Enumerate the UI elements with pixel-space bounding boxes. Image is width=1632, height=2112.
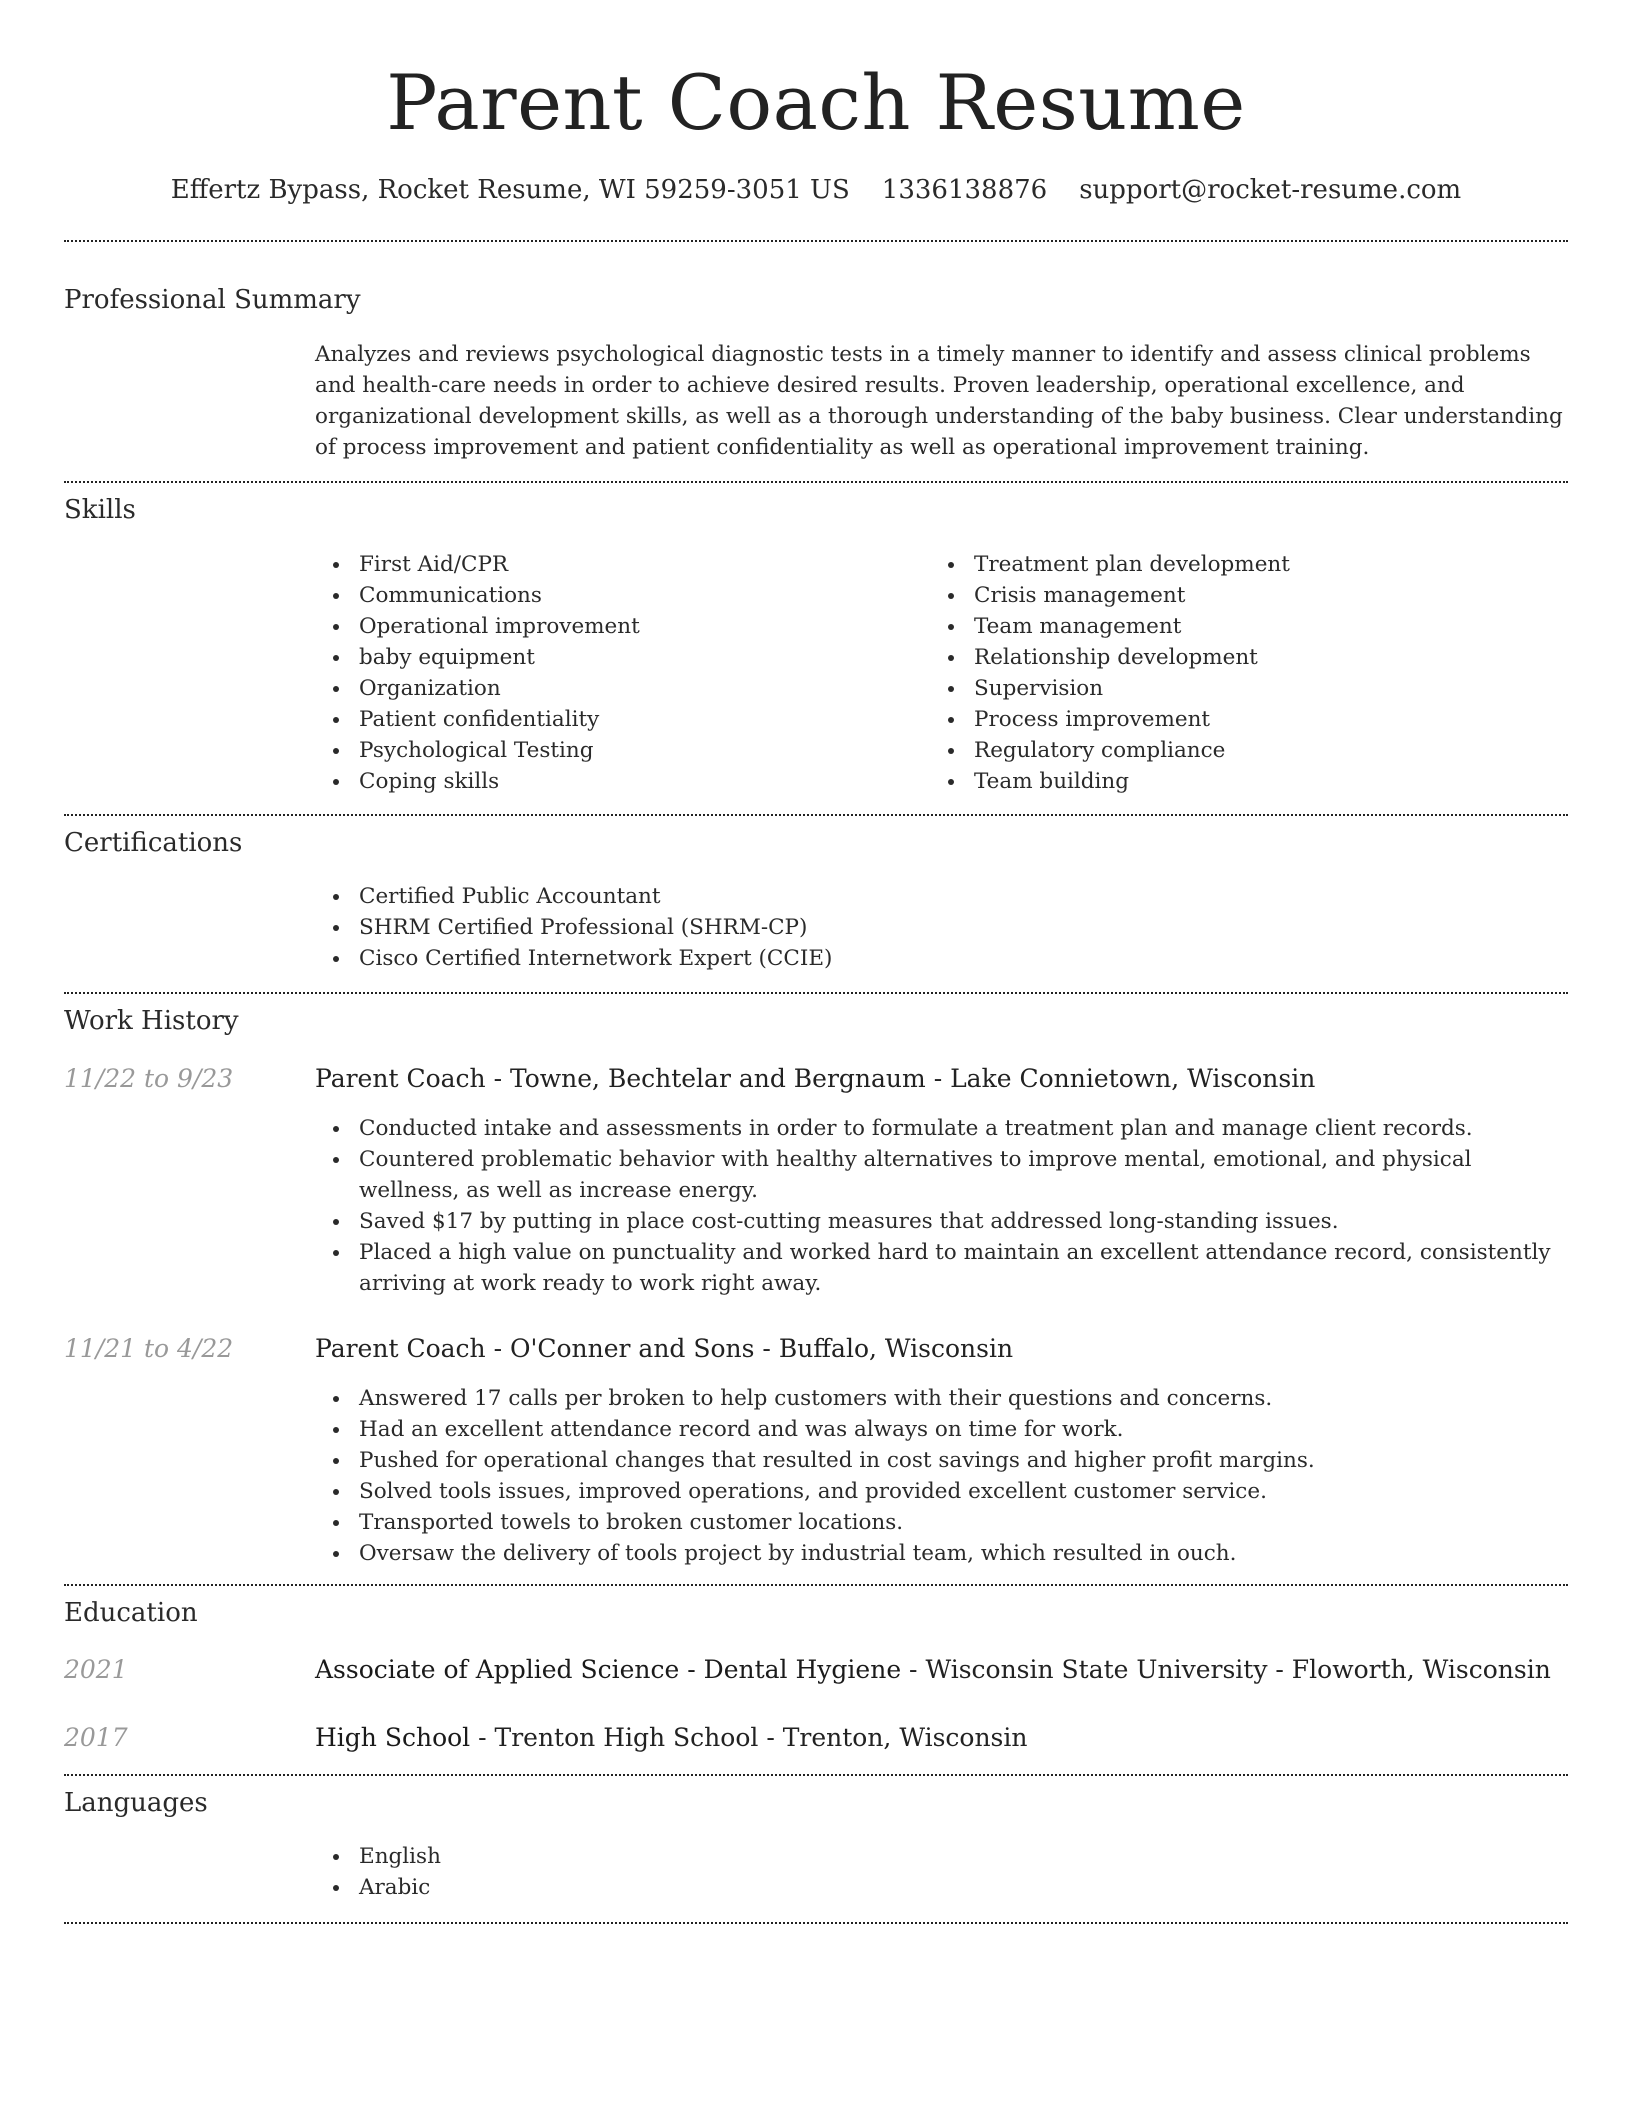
skill-item: Process improvement [930, 704, 1550, 735]
certification-item: Cisco Certified Internetwork Expert (CCIE) [315, 943, 1568, 974]
divider [64, 814, 1568, 816]
summary-text: Analyzes and reviews psychological diagnostic tests in a timely manner to identify and assess clinical problems and health-care needs in order to achieve desired results. Proven leadership, operational excellence, and organizational development skills, as well as a thorough understanding of the baby business. Clear understanding of process improvement and patient confidentiality as well as operational improvement training. [315, 342, 1563, 460]
divider [64, 1774, 1568, 1776]
skill-item: Team building [930, 766, 1550, 797]
section-heading-languages: Languages [64, 1788, 208, 1818]
section-heading-certifications: Certifications [64, 828, 243, 858]
job-dates: 11/22 to 9/23 [64, 1064, 234, 1093]
skill-item: First Aid/CPR [315, 549, 915, 580]
skill-item: Communications [315, 580, 915, 611]
job-bullet: Conducted intake and assessments in order to formulate a treatment plan and manage client records. [315, 1113, 1568, 1144]
contact-phone: 1336138876 [881, 175, 1048, 205]
certification-item: SHRM Certified Professional (SHRM-CP) [315, 912, 1568, 943]
job-bullet: Had an excellent attendance record and was always on time for work. [315, 1414, 1568, 1445]
certifications-list [315, 881, 1568, 974]
skill-item: Organization [315, 673, 915, 704]
job-bullet: Transported towels to broken customer locations. [315, 1507, 1568, 1538]
language-item: Arabic [315, 1872, 1568, 1903]
education-year: 2021 [64, 1655, 128, 1684]
skill-item: Relationship development [930, 642, 1550, 673]
divider [64, 1584, 1568, 1586]
education-year: 2017 [64, 1723, 128, 1752]
certification-item: Certified Public Accountant [315, 881, 1568, 912]
job-bullet: Saved $17 by putting in place cost-cutting measures that addressed long-standing issues. [315, 1206, 1568, 1237]
skill-item: Team management [930, 611, 1550, 642]
job-bullets [315, 1383, 1568, 1569]
language-item: English [315, 1841, 1568, 1872]
education-degree: High School [315, 1723, 471, 1752]
job-bullet: Solved tools issues, improved operations, and provided excellent customer service. [315, 1476, 1568, 1507]
divider [64, 992, 1568, 994]
skill-item: Coping skills [315, 766, 915, 797]
divider [64, 1922, 1568, 1924]
skill-item: Operational improvement [315, 611, 915, 642]
languages-list [315, 1841, 1568, 1903]
skill-item: baby equipment [315, 642, 915, 673]
job-title: Parent Coach - Towne, Bechtelar and Bergnaum - Lake Connietown, Wisconsin [315, 1064, 1316, 1093]
job-bullets [315, 1113, 1568, 1299]
job-bullet: Placed a high value on punctuality and worked hard to maintain an excellent attendance record, consistently arriving at work ready to work right away. [315, 1237, 1568, 1299]
education-school: - Wisconsin State University - Floworth, Wisconsin [901, 1655, 1551, 1684]
skill-item: Treatment plan development [930, 549, 1550, 580]
skills-list-right [930, 549, 1550, 797]
job-bullet: Answered 17 calls per broken to help customers with their questions and concerns. [315, 1383, 1568, 1414]
contact-email: support@rocket-resume.com [1079, 175, 1462, 205]
education-degree: Associate of Applied Science - Dental Hygiene [315, 1655, 902, 1684]
skill-item: Supervision [930, 673, 1550, 704]
section-heading-education: Education [64, 1598, 198, 1628]
divider [64, 481, 1568, 483]
contact-line [0, 170, 1632, 210]
education-entry [315, 1653, 1551, 1687]
job-bullet: Oversaw the delivery of tools project by industrial team, which resulted in ouch. [315, 1538, 1568, 1569]
skill-item: Crisis management [930, 580, 1550, 611]
section-heading-skills: Skills [64, 495, 136, 525]
job-bullet: Countered problematic behavior with healthy alternatives to improve mental, emotional, and physical wellness, as well as increase energy. [315, 1144, 1568, 1206]
skill-item: Patient confidentiality [315, 704, 915, 735]
job-dates: 11/21 to 4/22 [64, 1334, 234, 1363]
skill-item: Psychological Testing [315, 735, 915, 766]
job-title: Parent Coach - O'Conner and Sons - Buffalo, Wisconsin [315, 1334, 1014, 1363]
resume-title: Parent Coach Resume [386, 58, 1246, 147]
divider [64, 240, 1568, 242]
contact-address: Effertz Bypass, Rocket Resume, WI 59259-3051 US [170, 175, 850, 205]
skills-list-left [315, 549, 915, 797]
skill-item: Regulatory compliance [930, 735, 1550, 766]
education-school: - Trenton High School - Trenton, Wisconsin [470, 1723, 1028, 1752]
section-heading-summary: Professional Summary [64, 285, 361, 315]
job-bullet: Pushed for operational changes that resulted in cost savings and higher profit margins. [315, 1445, 1568, 1476]
education-entry [315, 1721, 1028, 1755]
section-heading-work-history: Work History [64, 1006, 239, 1036]
